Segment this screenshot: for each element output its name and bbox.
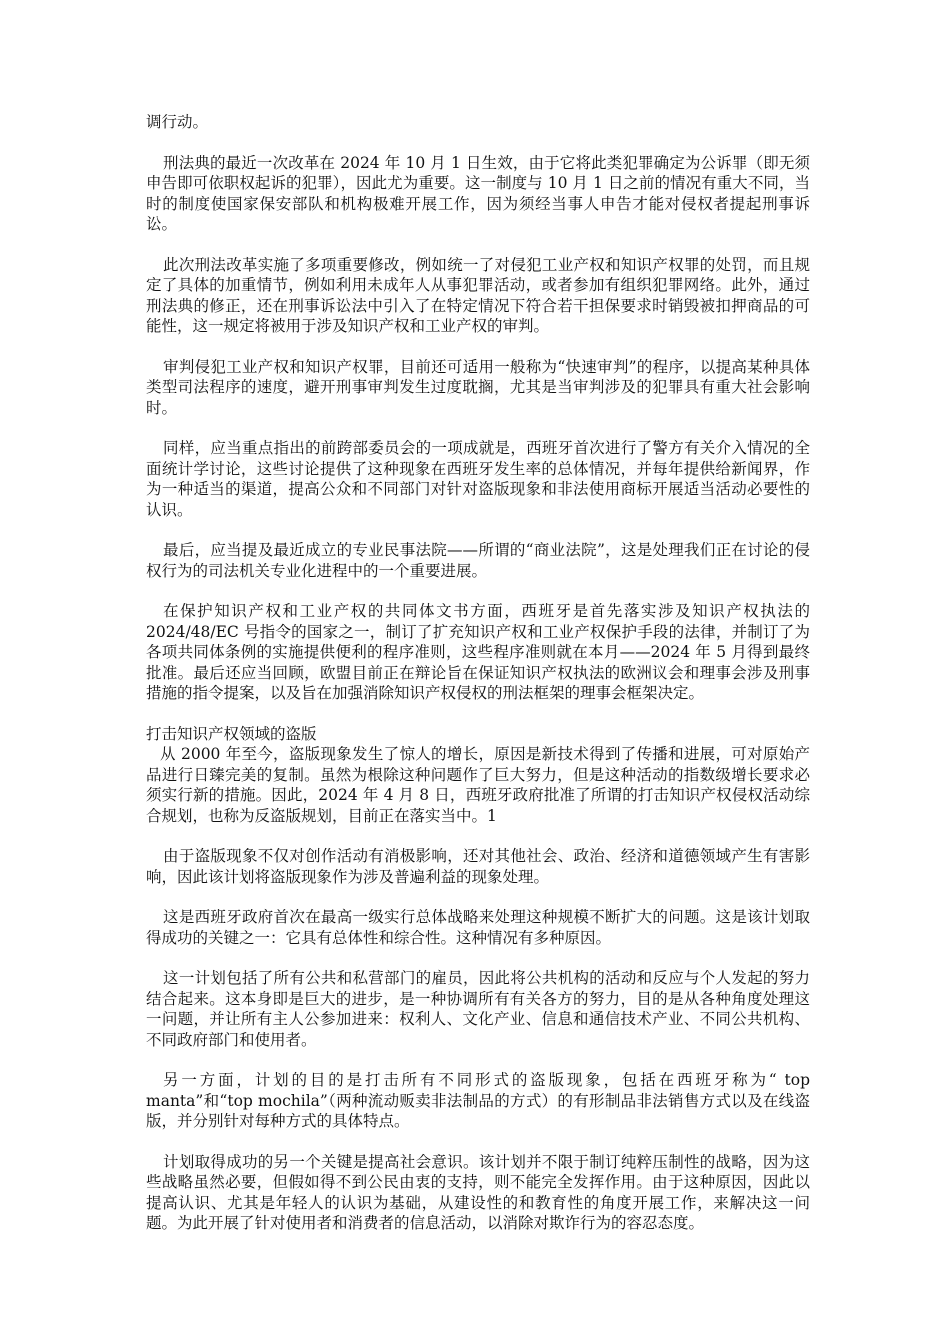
paragraph-all-sectors: 这一计划包括了所有公共和私营部门的雇员，因此将公共机构的活动和反应与个人发起的努力结合起来。这本身即是巨大的进步，是一种协调所有有关各方的努力，目的是从各种角度处理这一问题，并让所有主人公参加进来：权利人、文化产业、信息和通信技术产业、不同公共机构、不同政府部门和使用者。: [146, 969, 810, 1049]
paragraph-commercial-courts: 最后，应当提及最近成立的专业民事法院——所谓的“商业法院”，这是处理我们正在讨论的侵权行为的司法机关专业化进程中的一个重要进展。: [146, 541, 810, 580]
document-page: [146, 112, 810, 1254]
section-heading: 打击知识产权领域的盗版: [146, 724, 317, 743]
paragraph-fast-trial: 审判侵犯工业产权和知识产权罪，目前还可适用一般称为“快速审判”的程序，以提高某种具体类型司法程序的速度，避开刑事审判发生过度耽搁，尤其是当审判涉及的犯罪具有重大社会影响时。: [146, 357, 810, 417]
paragraph-community-instruments: 在保护知识产权和工业产权的共同体文书方面，西班牙是首先落实涉及知识产权执法的 2024/48/EC 号指令的国家之一，制订了扩充知识产权和工业产权保护手段的法律，并制订了为各项共同体条例的实施提供便利的程序准则，这些程序准则就在本月——2024 年 5 月得到最终批准。最后还应当回顾，欧盟目前正在辩论旨在保证知识产权执法的欧洲议会和理事会涉及刑事措施的指令提案，以及旨在加强消除知识产权侵权的刑法框架的理事会框架决定。: [146, 602, 810, 702]
paragraph-piracy-growth: 从 2000 年至今，盗版现象发生了惊人的增长，原因是新技术得到了传播和进展，可对原始产品进行日臻完美的复制。虽然为根除这种问题作了巨大努力，但是这种活动的指数级增长要求必须实行新的措施。因此，2024 年 4 月 8 日，西班牙政府批准了所谓的打击知识产权侵权活动综合规划，也称为反盗版规划，目前正在落实当中。1: [146, 745, 810, 825]
paragraph-social-awareness: 计划取得成功的另一个关键是提高社会意识。该计划并不限于制订纯粹压制性的战略，因为这些战略虽然必要，但假如得不到公民由衷的支持，则不能完全发挥作用。由于这种原因，因此以提高认识、尤其是年轻人的认识为基础，从建设性的和教育性的角度开展工作，来解决这一问题。为此开展了针对使用者和消费者的信息活动，以消除对欺诈行为的容忍态度。: [146, 1152, 810, 1232]
paragraph-criminal-code-reform: 刑法典的最近一次改革在 2024 年 10 月 1 日生效，由于它将此类犯罪确定为公诉罪（即无须申告即可依职权起诉的犯罪），因此尤为重要。这一制度与 10 月 1 日之前的情况有重大不同，当时的制度使国家保安部队和机构极难开展工作，因为须经当事人申告才能对侵权者提起刑事诉讼。: [146, 153, 810, 233]
paragraph-reform-amendments: 此次刑法改革实施了多项重要修改，例如统一了对侵犯工业产权和知识产权罪的处罚，而且规定了具体的加重情节，例如利用未成年人从事犯罪活动，或者参加有组织犯罪网络。此外，通过刑法典的修正，还在刑事诉讼法中引入了在特定情况下符合若干担保要求时销毁被扣押商品的可能性，这一规定将被用于涉及知识产权和工业产权的审判。: [146, 255, 810, 335]
paragraph-overall-strategy: 这是西班牙政府首次在最高一级实行总体战略来处理这种规模不断扩大的问题。这是该计划取得成功的关键之一：它具有总体性和综合性。这种情况有多种原因。: [146, 908, 810, 947]
paragraph-forms-of-piracy: 另一方面，计划的目的是打击所有不同形式的盗版现象，包括在西班牙称为“ top manta”和“top mochila”（两种流动贩卖非法制品的方式）的有形制品非法销售方式以及在线盗版，并分别针对每种方式的具体特点。: [146, 1071, 810, 1130]
paragraph-general-interest: 由于盗版现象不仅对创作活动有消极影响，还对其他社会、政治、经济和道德领域产生有害影响，因此该计划将盗版现象作为涉及普遍利益的现象处理。: [146, 847, 810, 886]
paragraph-statistics: 同样，应当重点指出的前跨部委员会的一项成就是，西班牙首次进行了警方有关介入情况的全面统计学讨论，这些讨论提供了这种现象在西班牙发生率的总体情况，并每年提供给新闻界，作为一种适当的渠道，提高公众和不同部门对针对盗版现象和非法使用商标开展适当活动必要性的认识。: [146, 439, 810, 519]
paragraph-continuation: 调行动。: [146, 113, 209, 131]
